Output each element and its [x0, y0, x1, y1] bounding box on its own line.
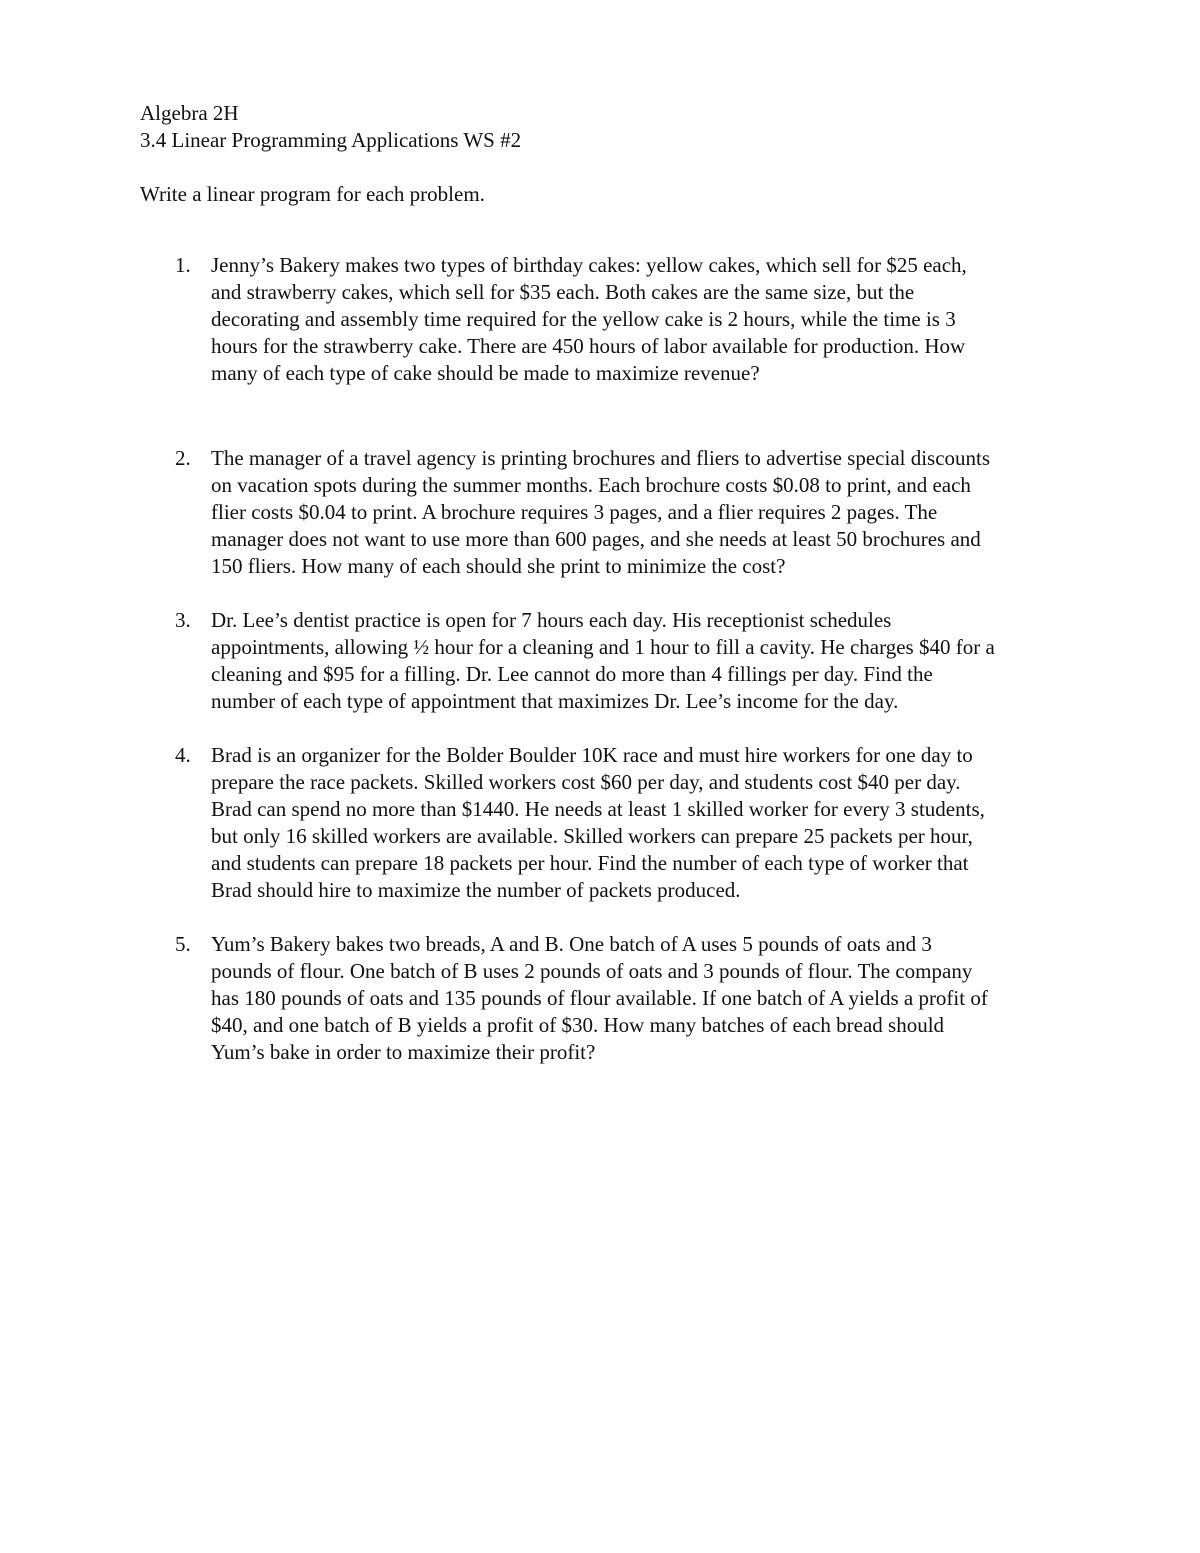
problem-line: but only 16 skilled workers are available. Skilled workers can prepare 25 packets per hour, — [211, 824, 973, 848]
problem-line: Brad can spend no more than $1440. He needs at least 1 skilled worker for every 3 students, — [211, 797, 985, 821]
problem-number: 1. — [175, 253, 191, 277]
problem-line: number of each type of appointment that maximizes Dr. Lee’s income for the day. — [211, 689, 899, 713]
course-name: Algebra 2H — [140, 101, 239, 125]
problem-line: and strawberry cakes, which sell for $35 each. Both cakes are the same size, but the — [211, 280, 915, 304]
problem-line: The manager of a travel agency is printing brochures and fliers to advertise special discounts — [211, 446, 991, 470]
problem-line: has 180 pounds of oats and 135 pounds of flour available. If one batch of A yields a profit of — [211, 986, 988, 1010]
problem-number: 4. — [175, 743, 191, 767]
instructions: Write a linear program for each problem. — [140, 182, 485, 206]
problem-line: cleaning and $95 for a filling. Dr. Lee cannot do more than 4 fillings per day. Find the — [211, 662, 933, 686]
problem-text — [211, 445, 990, 580]
problem-line: 150 fliers. How many of each should she print to minimize the cost? — [211, 554, 786, 578]
problem-text — [211, 252, 967, 387]
problem-number: 3. — [175, 608, 191, 632]
problem-line: pounds of flour. One batch of B uses 2 pounds of oats and 3 pounds of flour. The company — [211, 959, 973, 983]
problem-line: Yum’s Bakery bakes two breads, A and B. One batch of A uses 5 pounds of oats and 3 — [211, 932, 932, 956]
problem-number: 2. — [175, 446, 191, 470]
problem-line: Brad should hire to maximize the number of packets produced. — [211, 878, 741, 902]
problem-text — [211, 931, 988, 1066]
problem-line: hours for the strawberry cake. There are 450 hours of labor available for production. How — [211, 334, 966, 358]
problem-line: manager does not want to use more than 600 pages, and she needs at least 50 brochures and — [211, 527, 981, 551]
problem-line: appointments, allowing ½ hour for a cleaning and 1 hour to fill a cavity. He charges $40 for a — [211, 635, 995, 659]
problem-line: Yum’s bake in order to maximize their profit? — [211, 1040, 596, 1064]
problem-line: prepare the race packets. Skilled workers cost $60 per day, and students cost $40 per day. — [211, 770, 961, 794]
problem-number: 5. — [175, 932, 191, 956]
worksheet-title: 3.4 Linear Programming Applications WS #2 — [140, 128, 522, 152]
problem-line: Dr. Lee’s dentist practice is open for 7 hours each day. His receptionist schedules — [211, 608, 892, 632]
problem-text — [211, 607, 995, 715]
problem-line: flier costs $0.04 to print. A brochure requires 3 pages, and a flier requires 2 pages. The — [211, 500, 938, 524]
problem-text — [211, 742, 985, 904]
problem-line: on vacation spots during the summer months. Each brochure costs $0.08 to print, and each — [211, 473, 971, 497]
problem-line: Jenny’s Bakery makes two types of birthday cakes: yellow cakes, which sell for $25 each, — [211, 253, 967, 277]
problem-line: $40, and one batch of B yields a profit of $30. How many batches of each bread should — [211, 1013, 945, 1037]
problem-line: decorating and assembly time required for the yellow cake is 2 hours, while the time is 3 — [211, 307, 956, 331]
problem-line: many of each type of cake should be made to maximize revenue? — [211, 361, 760, 385]
problem-line: Brad is an organizer for the Bolder Boulder 10K race and must hire workers for one day to — [211, 743, 973, 767]
problem-line: and students can prepare 18 packets per hour. Find the number of each type of worker that — [211, 851, 969, 875]
